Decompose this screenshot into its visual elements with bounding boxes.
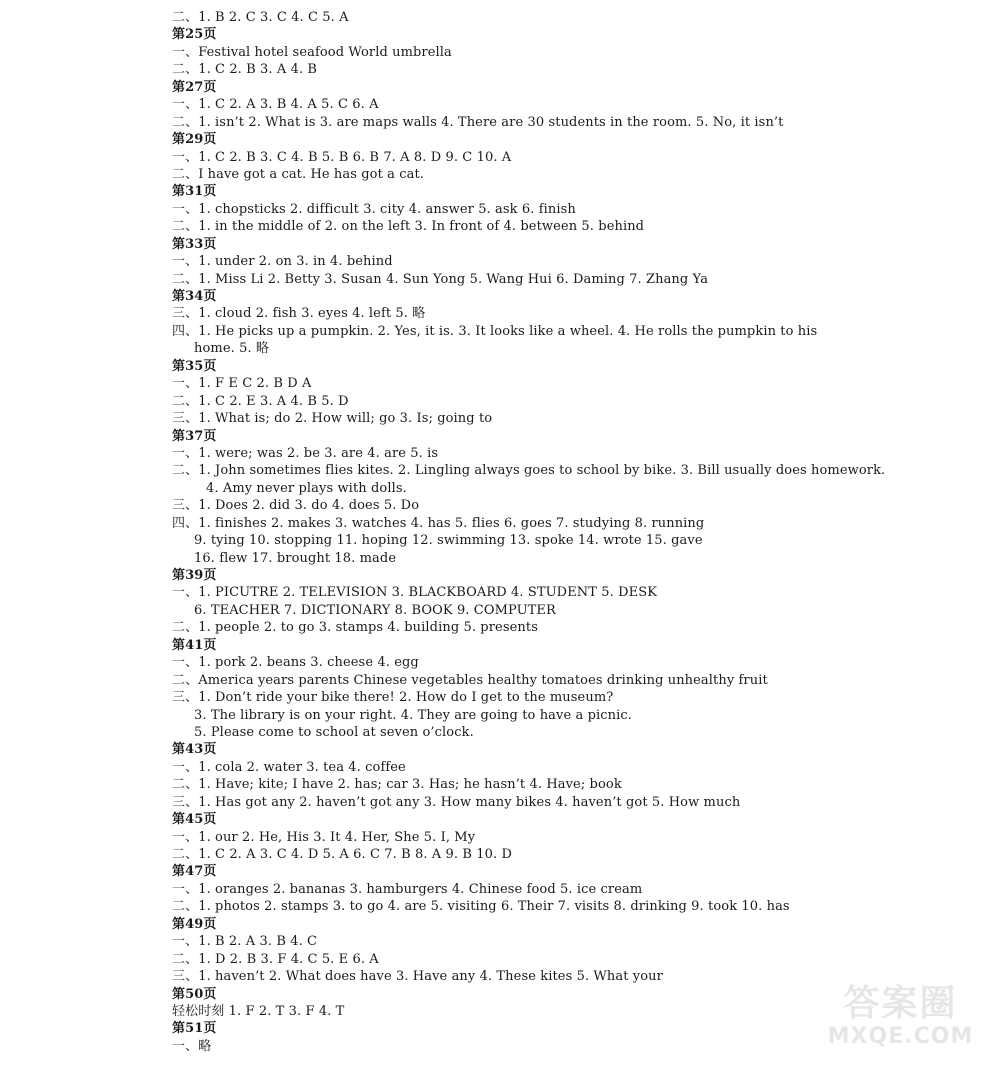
answer-line: 一、1. cola 2. water 3. tea 4. coffee: [172, 759, 406, 775]
answer-line: 二、1. in the middle of 2. on the left 3. In front of 4. between 5. behind: [172, 219, 645, 235]
page-heading: 第27页: [172, 79, 217, 95]
answer-line: 二、1. D 2. B 3. F 4. C 5. E 6. A: [172, 951, 379, 967]
page-heading: 第45页: [172, 812, 217, 828]
watermark-url: MXQE.COM: [827, 1024, 974, 1049]
answer-line: 二、1. John sometimes flies kites. 2. Lingling always goes to school by bike. 3. Bill usually does homework.: [172, 463, 886, 479]
page-heading: 第39页: [172, 568, 217, 583]
answer-line: 二、1. Miss Li 2. Betty 3. Susan 4. Sun Yong 5. Wang Hui 6. Daming 7. Zhang Ya: [172, 271, 709, 287]
answer-line: 二、1. isn’t 2. What is 3. are maps walls 4. There are 30 students in the room. 5. No, it isn’t: [172, 114, 784, 130]
page-heading: 第47页: [172, 864, 217, 880]
page-heading: 第51页: [172, 1021, 217, 1037]
answer-line-continued: 3. The library is on your right. 4. They are going to have a picnic.: [194, 707, 632, 723]
answer-line: 三、1. Don’t ride your bike there! 2. How do I get to the museum?: [172, 690, 614, 706]
page-heading: 第37页: [172, 428, 217, 444]
answer-line: 三、1. cloud 2. fish 3. eyes 4. left 5. 略: [172, 306, 426, 322]
answer-line: 四、1. He picks up a pumpkin. 2. Yes, it is. 3. It looks like a wheel. 4. He rolls the pumpkin to his: [172, 323, 818, 339]
answer-line: 轻松时刻 1. F 2. T 3. F 4. T: [172, 1003, 345, 1019]
page-heading: 第33页: [172, 236, 217, 252]
answer-line: 三、1. haven’t 2. What does have 3. Have any 4. These kites 5. What your: [172, 969, 663, 985]
answer-line-continued: 9. tying 10. stopping 11. hoping 12. swimming 13. spoke 14. wrote 15. gave: [194, 533, 703, 549]
answer-line: 一、Festival hotel seafood World umbrella: [172, 44, 452, 60]
answer-line: 一、1. pork 2. beans 3. cheese 4. egg: [172, 655, 419, 671]
page-heading: 第34页: [172, 289, 217, 304]
answer-document: [172, 9, 972, 1055]
answer-line: 一、1. C 2. A 3. B 4. A 5. C 6. A: [172, 97, 379, 113]
answer-line: 一、1. C 2. B 3. C 4. B 5. B 6. B 7. A 8. D 9. C 10. A: [172, 149, 512, 165]
answer-line: 二、1. C 2. E 3. A 4. B 5. D: [172, 393, 349, 409]
page-heading: 第41页: [172, 637, 217, 653]
answer-line: 一、1. were; was 2. be 3. are 4. are 5. is: [172, 445, 439, 461]
answer-line: 四、1. finishes 2. makes 3. watches 4. has 5. flies 6. goes 7. studying 8. running: [172, 515, 705, 531]
answer-line: 三、1. Has got any 2. haven’t got any 3. How many bikes 4. haven’t got 5. How much: [172, 794, 741, 810]
answer-line: 二、1. B 2. C 3. C 4. C 5. A: [172, 10, 349, 25]
answer-line: 二、1. people 2. to go 3. stamps 4. building 5. presents: [172, 620, 538, 636]
answer-line: 二、1. photos 2. stamps 3. to go 4. are 5. visiting 6. Their 7. visits 8. drinking 9. took 10. has: [172, 899, 790, 915]
page-heading: 第31页: [172, 184, 217, 200]
answer-line: 一、1. B 2. A 3. B 4. C: [172, 934, 318, 950]
page-heading: 第35页: [172, 358, 217, 374]
page-heading: 第43页: [172, 742, 217, 758]
answer-line-continued: 6. TEACHER 7. DICTIONARY 8. BOOK 9. COMPUTER: [194, 602, 556, 618]
watermark-logo-text: 答案圈: [843, 983, 958, 1024]
answer-line: 一、1. our 2. He, His 3. It 4. Her, She 5. I, My: [172, 829, 476, 845]
answer-line: 一、略: [172, 1038, 212, 1054]
watermark: [813, 984, 988, 1056]
answer-line: 二、1. C 2. A 3. C 4. D 5. A 6. C 7. B 8. A 9. B 10. D: [172, 847, 512, 862]
answer-line-continued: 5. Please come to school at seven o’clock.: [194, 724, 474, 740]
page-heading: 第50页: [172, 986, 217, 1002]
answer-line: 二、America years parents Chinese vegetables healthy tomatoes drinking unhealthy fruit: [172, 672, 768, 688]
page-heading: 第25页: [172, 27, 217, 43]
answer-line: 一、1. PICUTRE 2. TELEVISION 3. BLACKBOARD 4. STUDENT 5. DESK: [172, 585, 658, 601]
answer-line: 一、1. F E C 2. B D A: [172, 376, 312, 392]
answer-line: 一、1. under 2. on 3. in 4. behind: [172, 254, 393, 270]
answer-line-continued: home. 5. 略: [194, 341, 270, 357]
answer-line: 二、1. Have; kite; I have 2. has; car 3. Has; he hasn’t 4. Have; book: [172, 777, 622, 793]
page-heading: 第29页: [172, 132, 217, 148]
answer-line: 三、1. What is; do 2. How will; go 3. Is; going to: [172, 411, 493, 427]
answer-line: 二、1. C 2. B 3. A 4. B: [172, 62, 318, 78]
answer-line: 二、I have got a cat. He has got a cat.: [172, 166, 425, 182]
answer-line-continued: 4. Amy never plays with dolls.: [206, 480, 407, 496]
answer-line: 三、1. Does 2. did 3. do 4. does 5. Do: [172, 498, 420, 514]
answer-line: 一、1. chopsticks 2. difficult 3. city 4. answer 5. ask 6. finish: [172, 201, 576, 217]
answer-line-continued: 16. flew 17. brought 18. made: [194, 550, 397, 566]
page-heading: 第49页: [172, 916, 217, 932]
answer-line: 一、1. oranges 2. bananas 3. hamburgers 4. Chinese food 5. ice cream: [172, 881, 643, 897]
